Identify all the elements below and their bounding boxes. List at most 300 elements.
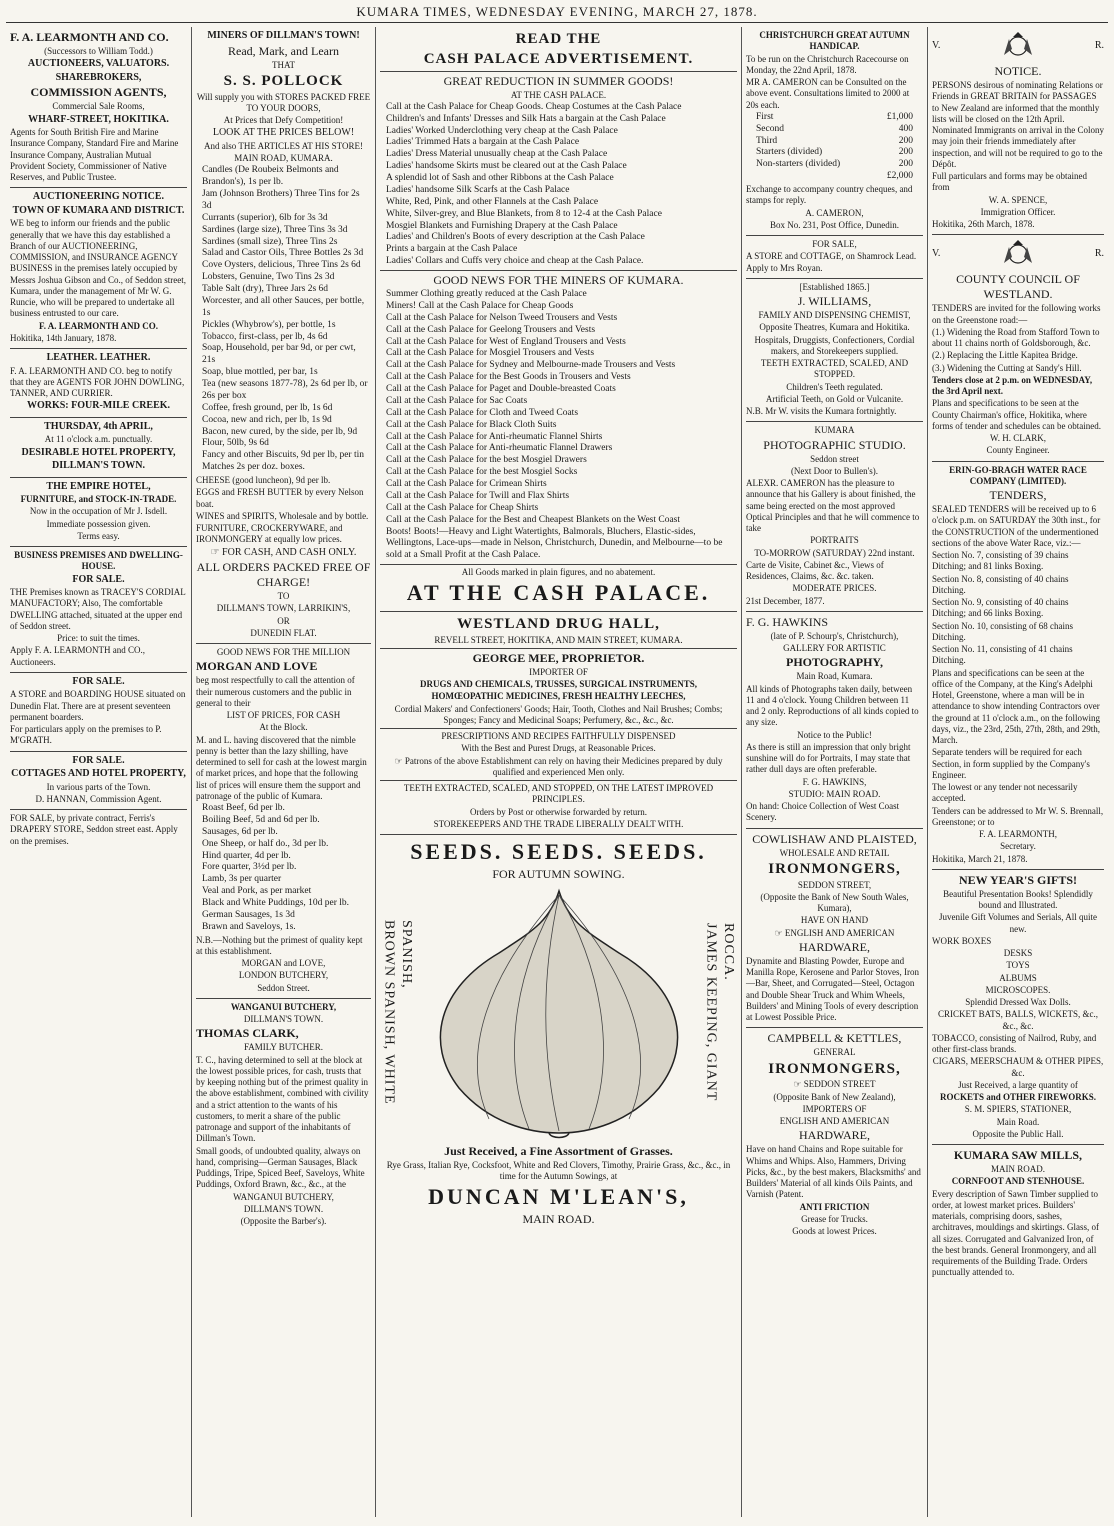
hawkins-sign: F. G. HAWKINS, bbox=[802, 776, 867, 787]
council-work: (1.) Widening the Road from Stafford Town to about 11 chains north of Goldsborough, &c. bbox=[932, 326, 1100, 348]
learmonth-ad bbox=[10, 27, 187, 188]
crest-v: V. bbox=[932, 39, 941, 51]
learmonth-rooms: Commercial Sale Rooms, bbox=[52, 101, 145, 112]
campbell-hw: HARDWARE, bbox=[799, 1128, 870, 1143]
meat-item: Brawn and Saveloys, 1s. bbox=[202, 921, 296, 932]
saw-mills-ad bbox=[932, 1145, 1104, 1283]
gifts-item: MICROSCOPES. bbox=[985, 984, 1051, 995]
cash-at-palace: AT THE CASH PALACE. bbox=[406, 580, 711, 606]
campbell-antifriction: ANTI FRICTION bbox=[799, 1201, 870, 1212]
divider bbox=[380, 648, 737, 649]
campbell-eng: ENGLISH AND AMERICAN bbox=[779, 1116, 890, 1126]
erin-section: Section No. 7, consisting of 39 chains Ditching; and 81 links Boxing. bbox=[932, 550, 1069, 572]
cash-text: FOR CASH, AND CASH ONLY. bbox=[222, 546, 357, 558]
cowlishaw-hw: HARDWARE, bbox=[799, 939, 870, 954]
column-5 bbox=[928, 27, 1108, 1517]
morgan-name: MORGAN AND LOVE bbox=[196, 659, 318, 674]
cash-read: READ THE bbox=[515, 31, 602, 47]
gifts-received: Just Received, a large quantity of bbox=[958, 1079, 1078, 1090]
wanganui-role: FAMILY BUTCHER. bbox=[243, 1042, 324, 1053]
gifts-item: WORK BOXES bbox=[932, 935, 992, 946]
drug-homeo: HOMŒOPATHIC MEDICINES, FRESH HEALTHY LEECHES, bbox=[431, 691, 686, 702]
hawkins-body: All kinds of Photographs taken daily, between 11 and 4 o'clock. Young Children between 11 and 2 only. Reproductions of all kinds copied to any size. bbox=[746, 683, 919, 728]
prize-total: £2,000 bbox=[886, 171, 913, 182]
pollock-supply: Will supply you with STORES PACKED FREE TO YOUR DOORS, bbox=[196, 91, 371, 113]
price-item: Sardines (large size), Three Tins 3s 3d bbox=[202, 224, 348, 235]
williams-ad bbox=[746, 279, 923, 423]
handicap-exchange: Exchange to accompany country cheques, and stamps for reply. bbox=[746, 184, 913, 206]
cash-item: Miners! Call at the Cash Palace for Cheap Goods bbox=[386, 300, 574, 311]
hawkins-hand: On hand: Choice Collection of West Coast Scenery. bbox=[746, 801, 900, 823]
price-item: Soap, blue mottled, per bar, 1s bbox=[202, 367, 318, 378]
empire-hotel-ad bbox=[10, 478, 187, 548]
handicap-box: Box No. 231, Post Office, Dunedin. bbox=[769, 219, 900, 230]
crest-row bbox=[932, 237, 1104, 271]
pointing-hand-icon: ☞ bbox=[210, 546, 223, 558]
hawkins-road: Main Road, Kumara. bbox=[796, 671, 873, 682]
crest-r: R. bbox=[1094, 248, 1104, 259]
price-item: Coffee, fresh ground, per lb, 1s 6d bbox=[202, 402, 333, 413]
divider bbox=[380, 270, 737, 271]
store-cottage-title: FOR SALE, bbox=[812, 239, 857, 249]
prize-row bbox=[746, 124, 923, 136]
seeds-right-a: JAMES KEEPING, GIANT bbox=[703, 923, 719, 1102]
cheese-line: CHEESE (good luncheon), 9d per lb. bbox=[196, 475, 331, 485]
leather-ad bbox=[10, 349, 187, 418]
morgan-nb: N.B.—Nothing but the primest of quality kept at this establishment. bbox=[196, 934, 363, 956]
cash-item: Boots! Boots!—Heavy and Light Watertights, Balmorals, Bluchers, Elastic-sides, Wellingtons, Lace-ups—made in Nelson, Christchurch, Dunedin, and Melbourne—to be sold at a Small Profit at the Cash Palace. bbox=[386, 526, 723, 561]
meat-item: Roast Beef, 6d per lb. bbox=[202, 803, 285, 813]
price-item: Bacon, new cured, by the side, per lb, 9d bbox=[202, 426, 358, 437]
wines-line: WINES and SPIRITS, Wholesale and by bottle. bbox=[196, 510, 369, 521]
cash-item: Call at the Cash Palace for Cheap Shirts bbox=[386, 502, 539, 513]
thursday-place: DILLMAN'S TOWN. bbox=[52, 460, 145, 471]
pollock-that: THAT bbox=[272, 59, 295, 70]
seeds-road: MAIN ROAD. bbox=[522, 1211, 595, 1226]
erin-plans: Plans and specifications can be seen at the office of the Company, at the King's Adelphi Hotel, Greenstone, where a man will be in attendance to show intending Contractors over the ground at 11 o'clock a.m., on the following days, viz., the 23rd, 25th, 27th, 28th, and 29th, March. bbox=[932, 667, 1101, 745]
hawkins-gallery: GALLERY FOR ARTISTIC bbox=[783, 643, 886, 653]
studio-title: PHOTOGRAPHIC STUDIO. bbox=[763, 437, 906, 452]
royal-crest-icon bbox=[998, 239, 1038, 269]
thursday-title: DESIRABLE HOTEL PROPERTY, bbox=[21, 446, 176, 458]
williams-supplied: Hospitals, Druggists, Confectioners, Cordial makers, and Storekeepers supplied. bbox=[754, 334, 915, 356]
pollock-prices: At Prices that Defy Competition! bbox=[223, 115, 344, 125]
handicap-body: To be run on the Christchurch Racecourse on Monday, the 22nd April, 1878. bbox=[746, 53, 909, 75]
erin-section: Section No. 8, consisting of 40 chains Ditching. bbox=[932, 573, 1069, 595]
cottages-agent: D. HANNAN, Commission Agent. bbox=[35, 793, 162, 804]
hawkins-ad bbox=[746, 612, 923, 829]
wanganui-small: Small goods, of undoubted quality, always on hand, comprising—German Sausages, Black Puddings, Tripe, Spiced Beef, Saveloys, White Puddings, Oxford Brawn, &c., &c., at the bbox=[196, 1145, 365, 1190]
drug-patrons-line bbox=[380, 756, 737, 779]
cowlishaw-opp: (Opposite the Bank of New South Wales, Kumara), bbox=[760, 891, 909, 913]
handicap-sign: A. CAMERON, bbox=[805, 207, 864, 218]
seeds-left-b: SPANISH, bbox=[399, 920, 414, 989]
handicap-title: CHRISTCHURCH GREAT AUTUMN HANDICAP. bbox=[759, 30, 910, 52]
price-item: Tea (new seasons 1877-78), 2s 6d per lb, or 26s per box bbox=[202, 379, 368, 401]
auction-signature: F. A. LEARMONTH AND CO. bbox=[39, 320, 158, 331]
store-cottage-body: A STORE and COTTAGE, on Shamrock Lead. Apply to Mrs Royan. bbox=[746, 251, 917, 273]
empire-sub: FURNITURE, and STOCK-IN-TRADE. bbox=[20, 494, 177, 504]
cowlishaw-ad bbox=[746, 829, 923, 1029]
price-item: Matches 2s per doz. boxes. bbox=[202, 462, 305, 473]
cowlishaw-eng-line bbox=[746, 928, 923, 939]
price-item: Cove Oysters, delicious, Three Tins 2s 6d bbox=[202, 260, 361, 271]
erin-address: Tenders can be addressed to Mr W. S. Brennall, Greenstone; or to bbox=[932, 805, 1104, 827]
empire-occupation: Now in the occupation of Mr J. Isdell. bbox=[29, 506, 168, 517]
auction-title: AUCTIONEERING NOTICE. bbox=[32, 191, 165, 203]
prize-total-row bbox=[746, 171, 923, 183]
gifts-item: DESKS bbox=[1003, 948, 1033, 958]
cash-line bbox=[196, 547, 371, 560]
cash-item: Ladies' and Children's Boots of every description at the Cash Palace bbox=[386, 232, 645, 243]
hawkins-late: (late of P. Schourp's, Christchurch), bbox=[770, 630, 899, 641]
drug-patrons: Patrons of the above Establishment can rely on having their Medicines prepared by duly qualified and experienced Men only. bbox=[404, 755, 723, 777]
cash-item: Ladies' handsome Skirts must be cleared out at the Cash Palace bbox=[386, 161, 627, 172]
morgan-street: Seddon Street. bbox=[257, 982, 310, 993]
campbell-street-line bbox=[746, 1079, 923, 1090]
council-title: COUNTY COUNCIL OF WESTLAND. bbox=[956, 272, 1080, 302]
price-item: Cocoa, new and rich, per lb, 1s 9d bbox=[202, 414, 332, 425]
cash-item: Mosgiel Blankets and Furnishing Drapery at the Cash Palace bbox=[386, 220, 618, 231]
cash-item: Ladies' Worked Underclothing very cheap at the Cash Palace bbox=[386, 125, 618, 136]
price-item: Worcester, and all other Sauces, per bottle, 1s bbox=[202, 295, 365, 318]
store-cottage-ad bbox=[746, 236, 923, 279]
meat-item: Hind quarter, 4d per lb. bbox=[202, 850, 291, 861]
studio-street: Seddon street bbox=[810, 453, 859, 464]
council-close: Tenders close at 2 p.m. on WEDNESDAY, the 3rd April next. bbox=[932, 374, 1093, 396]
learmonth-role2: SHAREBROKERS, bbox=[55, 71, 142, 83]
cash-item: Call at the Cash Palace for Twill and Flax Shirts bbox=[386, 490, 570, 501]
cash-item: Call at the Cash Palace for the Best Goods in Trousers and Vests bbox=[386, 372, 631, 383]
erin-lowest: The lowest or any tender not necessarily accepted. bbox=[932, 782, 1078, 804]
pollock-name: S. S. POLLOCK bbox=[223, 72, 344, 89]
crest-v: V. bbox=[932, 248, 941, 259]
council-body: TENDERS are invited for the following works on the Greenstone road:— bbox=[932, 303, 1101, 325]
williams-est: [Established 1865.] bbox=[799, 281, 870, 292]
ferris-ad bbox=[10, 810, 187, 851]
prize-label: First bbox=[756, 111, 774, 122]
morgan-list: LIST OF PRICES, FOR CASH bbox=[226, 710, 341, 720]
orders-flat: DUNEDIN FLAT. bbox=[250, 627, 317, 638]
saw-name: CORNFOOT AND STENHOUSE. bbox=[951, 1176, 1085, 1187]
cash-items-1 bbox=[380, 102, 737, 268]
gifts-tobacco: TOBACCO, consisting of Nailrod, Ruby, and other first-class brands. bbox=[932, 1032, 1097, 1054]
williams-artificial: Artificial Teeth, on Gold or Vulcanite. bbox=[765, 393, 904, 404]
new-years-gifts-ad bbox=[932, 870, 1104, 1145]
drug-orders: Orders by Post or otherwise forwarded by return. bbox=[470, 806, 647, 817]
handicap-cameron: MR A. CAMERON can be Consulted on the above event. Consultations limited to 2000 at 20s each. bbox=[746, 77, 910, 110]
cowlishaw-have: HAVE ON HAND bbox=[800, 915, 869, 926]
cash-item: Call at the Cash Palace for Nelson Tweed Trousers and Vests bbox=[386, 312, 618, 323]
handicap-ad bbox=[746, 27, 923, 236]
learmonth-name: F. A. LEARMONTH AND CO. bbox=[10, 30, 169, 44]
saw-title: KUMARA SAW MILLS, bbox=[953, 1148, 1083, 1162]
erin-section: Section No. 11, consisting of 41 chains Ditching. bbox=[932, 644, 1073, 666]
learmonth-successors: (Successors to William Todd.) bbox=[44, 46, 153, 56]
drug-drugs: DRUGS AND CHEMICALS, TRUSSES, SURGICAL INSTRUMENTS, bbox=[420, 679, 697, 690]
studio-cartes: Carte de Visite, Cabinet &c., Views of Residences, Claims, &c. &c. taken. bbox=[746, 559, 884, 581]
gifts-dolls: Splendid Dressed Wax Dolls. bbox=[965, 997, 1071, 1007]
campbell-street: SEDDON STREET bbox=[803, 1079, 876, 1090]
leather-title: LEATHER. LEATHER. bbox=[46, 352, 151, 363]
masthead: KUMARA TIMES, WEDNESDAY EVENING, MARCH 27, 1878. bbox=[6, 4, 1108, 23]
seeds-illustration-row bbox=[380, 883, 737, 1143]
cash-item: White, Silver-grey, and Blue Blankets, from 8 to 12-4 at the Cash Palace bbox=[386, 208, 662, 219]
store-sale-apply: For particulars apply on the premises to P. M'GRATH. bbox=[10, 724, 162, 746]
drug-presc: PRESCRIPTIONS AND RECIPES FAITHFULLY DISPENSED bbox=[441, 731, 676, 742]
royal-crest-icon bbox=[998, 31, 1038, 61]
cash-item: Call at the Cash Palace for the best Mosgiel Socks bbox=[386, 467, 578, 478]
pointing-hand-icon: ☞ bbox=[774, 927, 785, 938]
campbell-goods: Goods at lowest Prices. bbox=[792, 1226, 877, 1236]
notice-date: Hokitika, 26th March, 1878. bbox=[932, 219, 1035, 229]
leather-works: WORKS: FOUR-MILE CREEK. bbox=[26, 400, 171, 412]
morgan-body2: M. and L. having discovered that the nimble penny is better than the lazy shilling, have determined to sell for cash at the lowest margin of market prices, and hope that the following list of prices will ensure them the support and patronage of the public of Kumara. bbox=[196, 734, 367, 801]
prize-amount: 400 bbox=[898, 123, 913, 134]
meat-item: Boiling Beef, 5d and 6d per lb. bbox=[202, 814, 320, 825]
pollock-road: MAIN ROAD, KUMARA. bbox=[234, 153, 333, 163]
prize-row bbox=[746, 112, 923, 124]
cowlishaw-iron: IRONMONGERS, bbox=[768, 860, 901, 877]
meat-item: Sausages, 6d per lb. bbox=[202, 826, 278, 837]
price-item: Lobsters, Genuine, Two Tins 2s 3d bbox=[202, 272, 335, 283]
council-role: County Engineer. bbox=[986, 445, 1050, 456]
pollock-read: Read, Mark, and Learn bbox=[228, 43, 339, 58]
erin-section: Section No. 9, consisting of 40 chains Ditching; and 66 links Boxing. bbox=[932, 597, 1069, 619]
cash-item: Call at the Cash Palace for Mosgiel Trousers and Vests bbox=[386, 348, 595, 359]
drug-best: With the Best and Purest Drugs, at Reasonable Prices. bbox=[461, 743, 656, 754]
notice-role: Immigration Officer. bbox=[980, 206, 1056, 217]
price-item: Tobacco, first-class, per lb, 4s 6d bbox=[202, 331, 328, 342]
gifts-item: ALBUMS bbox=[999, 972, 1037, 983]
gifts-opp: Opposite the Public Hall. bbox=[972, 1128, 1064, 1139]
cash-miners: GOOD NEWS FOR THE MINERS OF KUMARA. bbox=[433, 273, 684, 287]
studio-date: 21st December, 1877. bbox=[746, 595, 825, 606]
prize-label: Non-starters (divided) bbox=[756, 159, 841, 170]
cash-plain: All Goods marked in plain figures, and no abatement. bbox=[461, 567, 656, 578]
hawkins-studio: STUDIO: MAIN ROAD. bbox=[788, 788, 881, 799]
cash-item: Call at the Cash Palace for Anti-rheumatic Flannel Shirts bbox=[386, 431, 603, 442]
hawkins-notice: Notice to the Public! bbox=[797, 729, 872, 740]
wanganui-opp: (Opposite the Barber's). bbox=[240, 1216, 327, 1227]
column-2 bbox=[192, 27, 376, 1517]
prize-row bbox=[746, 136, 923, 148]
meat-item: Veal and Pork, as per market bbox=[202, 886, 312, 897]
pollock-ad bbox=[196, 27, 371, 644]
cash-item: Call at the Cash Palace for the best Mosgiel Drawers bbox=[386, 455, 587, 466]
campbell-ad bbox=[746, 1028, 923, 1241]
cottages-where: In various parts of the Town. bbox=[46, 781, 151, 792]
cowlishaw-street: SEDDON STREET, bbox=[797, 879, 872, 890]
council-work: (3.) Widening the Cutting at Sandy's Hill. bbox=[932, 362, 1082, 373]
saw-road: MAIN ROAD. bbox=[991, 1164, 1045, 1174]
tracey-ad bbox=[10, 547, 187, 673]
thursday-auction bbox=[10, 418, 187, 478]
wanganui-town: DILLMAN'S TOWN. bbox=[243, 1014, 324, 1025]
price-item: Fancy and other Biscuits, 9d per lb, per tin bbox=[202, 450, 364, 461]
council-sign: W. H. CLARK, bbox=[990, 433, 1046, 443]
studio-portraits: PORTRAITS bbox=[810, 535, 859, 546]
council-work: (2.) Replacing the Little Kapitea Bridge. bbox=[932, 350, 1078, 361]
learmonth-body: Agents for South British Fire and Marine Insurance Company, Standard Fire and Marine Insurance Company, Australian Mutual Provident Society, Commissioner of Native Reserves, and Public Trustee. bbox=[10, 127, 179, 182]
divider bbox=[380, 564, 737, 565]
divider bbox=[380, 780, 737, 781]
wanganui-name: THOMAS CLARK, bbox=[196, 1026, 299, 1041]
price-item: Candles (De Roubeix Belmonts and Brandon's), 1s per lb. bbox=[202, 165, 339, 188]
prize-table bbox=[746, 112, 923, 183]
store-sale-title: FOR SALE. bbox=[72, 675, 125, 687]
cowlishaw-name: COWLISHAW AND PLAISTED, bbox=[752, 831, 917, 846]
campbell-imp: IMPORTERS OF bbox=[802, 1103, 867, 1114]
erin-title: ERIN-GO-BRAGH WATER RACE COMPANY (LIMITED). bbox=[949, 464, 1087, 486]
saw-body: Every description of Sawn Timber supplied to order, at lowest market prices. Builders' materials, comprising doors, sashes, architraves, mouldings and skirtings. Glass, of all sizes. Corrugated and Galvanized Iron, of the best brands. General Ironmongery, and all requirements of the Building Trade. Orders punctually attended to. bbox=[932, 1188, 1099, 1278]
cowlishaw-body: Dynamite and Blasting Powder, Europe and Manilla Rope, Kerosene and Parlor Stoves, Iron—Bar, Sheet, and Corrugated—Steel, Octagon and Double Shear Truck and Whim Wheels, Builders' and Mining Tools of every description at Lowest Possible Price. bbox=[746, 955, 919, 1022]
prize-row bbox=[746, 147, 923, 159]
campbell-iron: IRONMONGERS, bbox=[768, 1060, 901, 1077]
columns bbox=[6, 27, 1108, 1517]
prize-amount: 200 bbox=[898, 135, 913, 146]
empire-title: THE EMPIRE HOTEL, bbox=[46, 480, 151, 492]
cash-item: Call at the Cash Palace for Crimean Shirts bbox=[386, 479, 547, 489]
cash-item: Call at the Cash Palace for Sydney and Melbourne-made Trousers and Vests bbox=[386, 360, 676, 371]
learmonth-role1: AUCTIONEERS, VALUATORS. bbox=[27, 58, 170, 70]
cash-item: Ladies' handsome Silk Scarfs at the Cash Palace bbox=[386, 184, 570, 195]
notice-sign: W. A. SPENCE, bbox=[988, 194, 1048, 205]
prize-label: Third bbox=[756, 135, 778, 146]
drug-address: REVELL STREET, HOKITIKA, AND MAIN STREET, KUMARA. bbox=[434, 634, 683, 645]
williams-name: J. WILLIAMS, bbox=[797, 294, 872, 308]
tracey-apply: Apply F. A. LEARMONTH and CO., Auctioneers. bbox=[10, 645, 146, 667]
erin-date: Hokitika, March 21, 1878. bbox=[932, 853, 1028, 864]
erin-go-bragh-ad bbox=[932, 462, 1104, 870]
orders-to: TO bbox=[277, 591, 290, 601]
erin-separate: Separate tenders will be required for each Section, in form supplied by the Company's Engineer. bbox=[932, 747, 1090, 780]
williams-teeth: TEETH EXTRACTED, SCALED, AND STOPPED. bbox=[760, 358, 909, 380]
price-item: Soap, Household, per bar 9d, or per cwt, 21s bbox=[202, 343, 356, 366]
empire-terms: Terms easy. bbox=[77, 530, 120, 541]
thursday-date: THURSDAY, 4th APRIL, bbox=[44, 420, 153, 432]
cash-item: White, Red, Pink, and other Flannels at the Cash Palace bbox=[386, 196, 599, 207]
pollock-also: And also THE ARTICLES AT HIS STORE! bbox=[204, 140, 363, 151]
campbell-body: Have on hand Chains and Rope suitable for Whims and Whips. Also, Hammers, Driving Picks, &c., by the best makers, Blacksmiths' and Builders' Material of all kinds Oils Paints, and Varnish (Patent. bbox=[746, 1144, 921, 1200]
meat-item: Lamb, 3s per quarter bbox=[202, 874, 282, 885]
orders-or: OR bbox=[277, 615, 290, 626]
campbell-name: CAMPBELL & KETTLES, bbox=[767, 1031, 902, 1046]
cottages-sale: FOR SALE. bbox=[72, 754, 125, 766]
tracey-body: THE Premises known as TRACEY'S CORDIAL MANUFACTORY; Also, The comfortable DWELLING attached, situated at the upper end of Seddon street. bbox=[10, 587, 186, 631]
morgan-love-ad bbox=[196, 644, 371, 999]
column-1 bbox=[6, 27, 192, 1517]
wanganui-town2: DILLMAN'S TOWN. bbox=[243, 1203, 324, 1214]
meat-item: German Sausages, 1s 3d bbox=[202, 909, 295, 920]
divider bbox=[380, 71, 737, 72]
cash-item: Ladies' Dress Material unusually cheap at the Cash Palace bbox=[386, 149, 608, 160]
cash-item: Call at the Cash Palace for Geelong Trousers and Vests bbox=[386, 324, 596, 335]
seeds-list: Rye Grass, Italian Rye, Cocksfoot, White and Red Clovers, Timothy, Prairie Grass, &c., &c., in time for the Autumn Sowings, at bbox=[386, 1159, 731, 1181]
seeds-ad bbox=[380, 835, 737, 1231]
meat-item: Black and White Puddings, 10d per lb. bbox=[202, 898, 350, 908]
column-3 bbox=[376, 27, 742, 1517]
orders-title: ALL ORDERS PACKED FREE OF CHARGE! bbox=[196, 560, 371, 589]
store-sale-body: A STORE and BOARDING HOUSE situated on Dunedin Flat. There are at present seventeen permanent boarders. bbox=[10, 689, 186, 722]
gifts-title: NEW YEAR'S GIFTS! bbox=[958, 872, 1078, 887]
seeds-left-label bbox=[380, 920, 415, 1105]
prize-row bbox=[746, 159, 923, 171]
learmonth-address: WHARF-STREET, HOKITIKA. bbox=[28, 113, 169, 125]
cash-item: Call at the Cash Palace for West of England Trousers and Vests bbox=[386, 336, 626, 347]
studio-tomorrow: TO-MORROW (SATURDAY) 22nd instant. bbox=[754, 547, 915, 558]
pollock-price-list bbox=[196, 165, 371, 474]
cash-item: Call at the Cash Palace for Cloth and Tweed Coats bbox=[386, 407, 579, 418]
pollock-head: MINERS OF DILLMAN'S TOWN! bbox=[207, 30, 360, 41]
orders-places: DILLMAN'S TOWN, LARRIKIN'S, bbox=[216, 603, 351, 614]
notice-full: Full particulars and forms may be obtained from bbox=[932, 171, 1087, 193]
price-item: Pickles (Whybrow's), per bottle, 1s bbox=[202, 319, 336, 330]
studio-body: ALEXR. CAMERON has the pleasure to announce that his Gallery is about finished, the same being erected on the most approved Optical Principles and that he will commence to take bbox=[746, 478, 920, 533]
crest-r: R. bbox=[1094, 39, 1104, 51]
drug-cordial: Cordial Makers' and Confectioners' Goods; Hair, Tooth, Clothes and Nail Brushes; Combs; Sponges; Fancy and Medicinal Soaps; Perfumery, &c., &c., &c. bbox=[394, 703, 723, 725]
morgan-items bbox=[196, 803, 371, 934]
cash-at: AT THE CASH PALACE. bbox=[510, 89, 607, 100]
gifts-sign: S. M. SPIERS, STATIONER, bbox=[964, 1104, 1072, 1115]
hawkins-photo: PHOTOGRAPHY, bbox=[785, 655, 883, 670]
pollock-look: LOOK AT THE PRICES BELOW! bbox=[212, 127, 355, 139]
thursday-time: At 11 o'clock a.m. punctually. bbox=[44, 434, 153, 445]
cottages-title: COTTAGES AND HOTEL PROPERTY, bbox=[11, 768, 186, 779]
pointing-hand-icon: ☞ bbox=[793, 1079, 804, 1090]
seeds-shop: DUNCAN M'LEAN'S, bbox=[428, 1184, 689, 1210]
price-item: Sardines (small size), Three Tins 2s bbox=[202, 236, 338, 247]
prize-amount: 200 bbox=[898, 159, 913, 170]
seeds-right-b: ROCCA. bbox=[721, 923, 736, 982]
drug-importer: IMPORTER OF bbox=[529, 666, 588, 677]
morgan-butchery: LONDON BUTCHERY, bbox=[238, 970, 329, 981]
cash-item: Summer Clothing greatly reduced at the Cash Palace bbox=[386, 289, 587, 299]
campbell-opp: (Opposite Bank of New Zealand), bbox=[773, 1091, 896, 1102]
cash-item: Call at the Cash Palace for Anti-rheumatic Flannel Drawers bbox=[386, 443, 613, 454]
drug-store: STOREKEEPERS AND THE TRADE LIBERALLY DEALT WITH. bbox=[433, 818, 684, 829]
studio-ad bbox=[746, 422, 923, 612]
cash-items-2 bbox=[380, 289, 737, 562]
store-sale-ad bbox=[10, 673, 187, 752]
drug-prop: GEORGE MEE, PROPRIETOR. bbox=[472, 650, 645, 665]
hawkins-name: F. G. HAWKINS bbox=[746, 614, 829, 629]
gifts-body: Beautiful Presentation Books! Splendidly bound and Illustrated. bbox=[943, 888, 1093, 910]
empire-possession: Immediate possession given. bbox=[46, 518, 151, 529]
morgan-sign: MORGAN and LOVE, bbox=[241, 958, 326, 969]
cash-item: Ladies' Trimmed Hats a bargain at the Cash Palace bbox=[386, 137, 580, 148]
seeds-right-label bbox=[702, 923, 737, 1101]
eggs-line: EGGS and FRESH BUTTER by every Nelson boat. bbox=[196, 487, 364, 509]
leather-body: F. A. LEARMONTH AND CO. beg to notify that they are AGENTS FOR JOHN DOWLING, TANNER, AND CURRIER. bbox=[10, 365, 185, 398]
seeds-sub: FOR AUTUMN SOWING. bbox=[492, 866, 625, 881]
drug-hall-ad bbox=[380, 612, 737, 835]
prize-label: Starters (divided) bbox=[756, 147, 823, 158]
cash-title: CASH PALACE ADVERTISEMENT. bbox=[423, 50, 694, 67]
gifts-rockets: ROCKETS and OTHER FIREWORKS. bbox=[939, 1092, 1097, 1102]
price-item: Table Salt (dry), Three Jars 2s 6d bbox=[202, 284, 329, 294]
onion-illustration bbox=[419, 883, 699, 1143]
morgan-body: beg most respectfully to call the attention of their numerous customers and the public in general to their bbox=[196, 675, 355, 708]
wanganui-ad bbox=[196, 999, 371, 1232]
hawkins-body2: As there is still an impression that only bright sunshine will do for Portraits, I may state that rather dull days are often preferable. bbox=[746, 741, 911, 775]
cash-item: A splendid lot of Sash and other Ribbons at the Cash Palace bbox=[386, 173, 614, 183]
wanganui-sign: WANGANUI BUTCHERY, bbox=[233, 1191, 334, 1202]
cash-item: Call at the Cash Palace for the Best and Cheapest Blankets on the West Coast bbox=[386, 514, 681, 525]
auction-subtitle: TOWN OF KUMARA AND DISTRICT. bbox=[12, 204, 185, 216]
studio-place: KUMARA bbox=[814, 425, 855, 436]
auction-body: WE beg to inform our friends and the public generally that we have this day established a Branch of our AUCTIONEERING, COMMISSION, and INSURANCE AGENCY BUSINESS in the premises lately occupied by Messrs Joshua Gibson and Co., of Seddon street, Kumara, under the management of Mr W. G. Runcie, who will be prepared to undertake all business entrusted to our care. bbox=[10, 218, 186, 319]
